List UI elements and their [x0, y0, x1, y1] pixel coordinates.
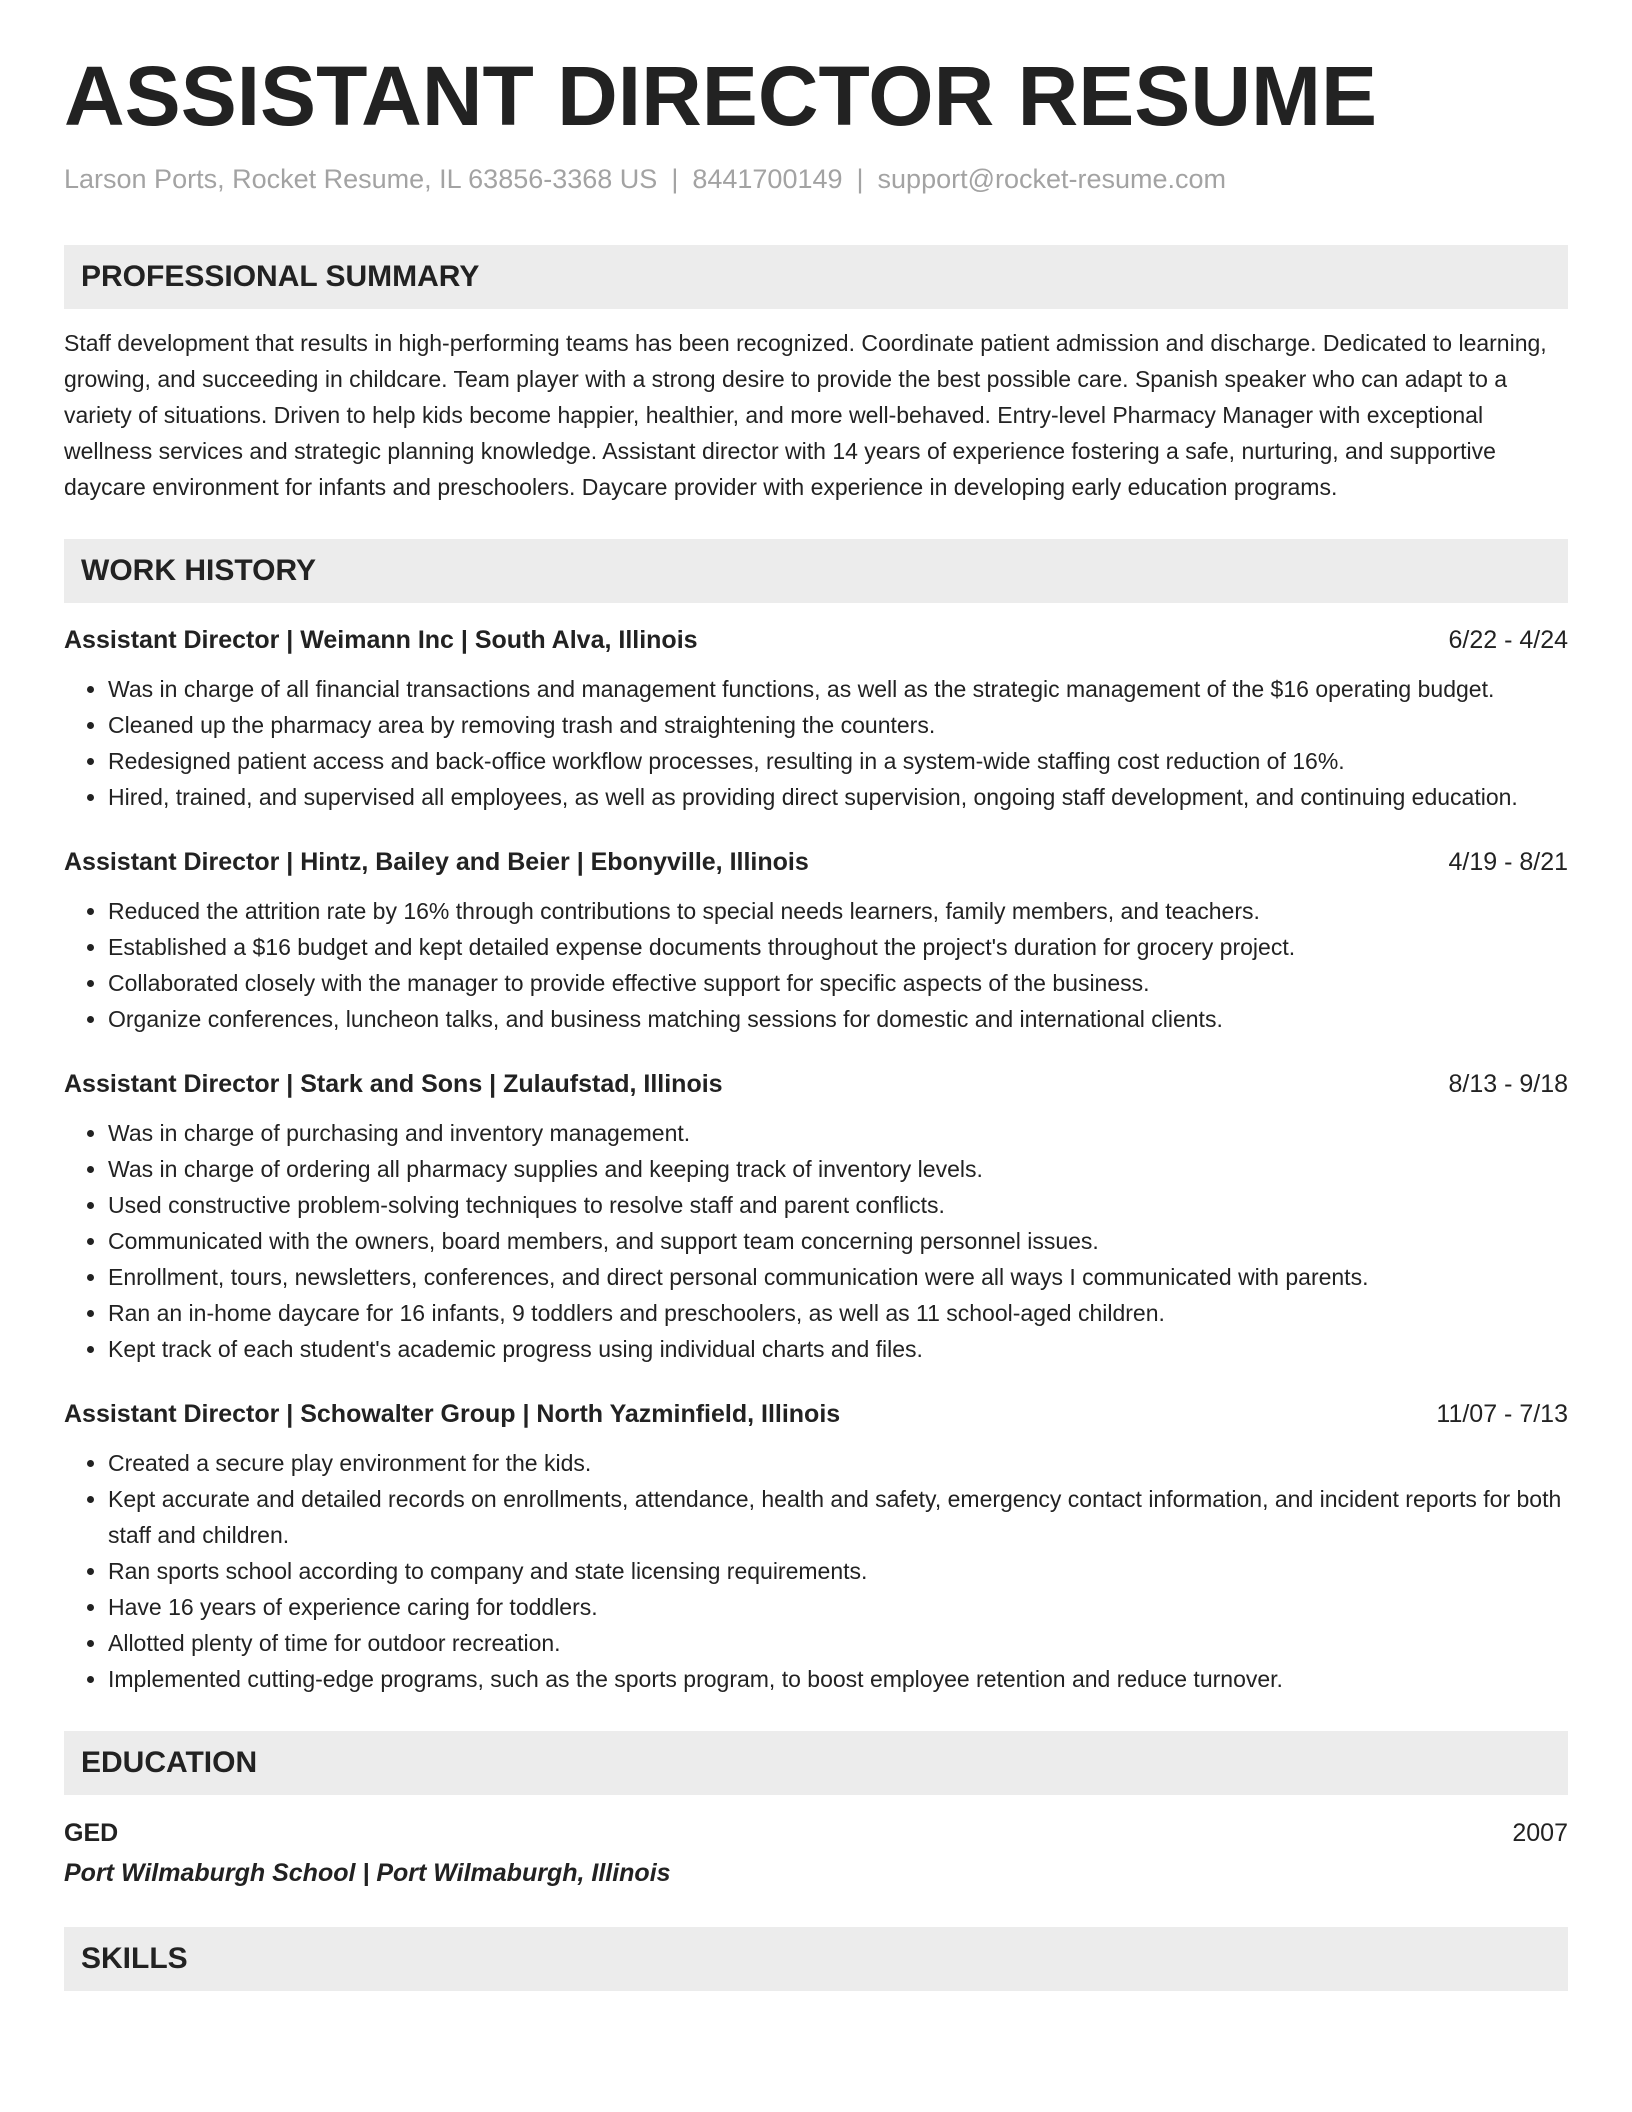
job-heading: [64, 1397, 1568, 1431]
resume-title: ASSISTANT DIRECTOR RESUME: [64, 49, 1377, 143]
job-bullets: [64, 1115, 1568, 1367]
job-heading: [64, 623, 1568, 657]
job-bullet: • Communicated with the owners, board members, and support team concerning personnel issues.: [108, 1223, 1568, 1259]
job-bullet: • Ran an in-home daycare for 16 infants, 9 toddlers and preschoolers, as well as 11 school-aged children.: [108, 1295, 1568, 1331]
education-entry: [64, 1815, 1568, 1891]
job-bullet: • Created a secure play environment for the kids.: [108, 1445, 1568, 1481]
job-entry: [64, 623, 1568, 815]
contact-separator: |: [671, 164, 679, 195]
job-bullets: [64, 671, 1568, 815]
job-dates: 6/22 - 4/24: [1448, 626, 1568, 655]
contact-separator: |: [856, 164, 864, 195]
education-degree: GED: [64, 1819, 119, 1848]
summary-text: Staff development that results in high-performing teams has been recognized. Coordinate patient admission and discharge. Dedicated to learning, growing, and succeeding in childcare. Team player with a strong desire to provide the best possible care. Spanish speaker who can adapt to a variety of situations. Driven to help kids become happier, healthier, and more well-behaved. Entry-level Pharmacy Manager with exceptional wellness services and strategic planning knowledge. Assistant director with 14 years of experience fostering a safe, nurturing, and supportive daycare environment for infants and preschoolers. Daycare provider with experience in developing early education programs.: [64, 330, 1547, 501]
job-bullet: • Used constructive problem-solving techniques to resolve staff and parent conflicts.: [108, 1187, 1568, 1223]
education-year: 2007: [1512, 1819, 1568, 1848]
section-header-skills: SKILLS: [64, 1927, 1568, 1991]
education-heading: [64, 1815, 1568, 1851]
job-title: Assistant Director | Stark and Sons | Zulaufstad, Illinois: [64, 1070, 723, 1099]
job-dates: 11/07 - 7/13: [1436, 1400, 1568, 1429]
section-header-education: EDUCATION: [64, 1731, 1568, 1795]
job-bullets: [64, 893, 1568, 1037]
job-bullet: • Enrollment, tours, newsletters, conferences, and direct personal communication were all ways I communicated with parents.: [108, 1259, 1568, 1295]
section-header-summary: PROFESSIONAL SUMMARY: [64, 245, 1568, 309]
job-bullet: • Was in charge of ordering all pharmacy supplies and keeping track of inventory levels.: [108, 1151, 1568, 1187]
job-bullet: • Was in charge of all financial transactions and management functions, as well as the strategic management of the $16 operating budget.: [108, 671, 1568, 707]
job-bullet: • Allotted plenty of time for outdoor recreation.: [108, 1625, 1568, 1661]
contact-address: Larson Ports, Rocket Resume, IL 63856-3368 US: [64, 164, 658, 195]
job-heading: [64, 1067, 1568, 1101]
job-bullet: • Implemented cutting-edge programs, such as the sports program, to boost employee retention and reduce turnover.: [108, 1661, 1568, 1697]
job-bullet: • Cleaned up the pharmacy area by removing trash and straightening the counters.: [108, 707, 1568, 743]
job-bullet: • Have 16 years of experience caring for toddlers.: [108, 1589, 1568, 1625]
job-bullet: • Organize conferences, luncheon talks, and business matching sessions for domestic and international clients.: [108, 1001, 1568, 1037]
job-bullet: • Kept accurate and detailed records on enrollments, attendance, health and safety, emergency contact information, and incident reports for both staff and children.: [108, 1481, 1568, 1553]
contact-phone: 8441700149: [692, 164, 843, 195]
job-title: Assistant Director | Schowalter Group | North Yazminfield, Illinois: [64, 1400, 841, 1429]
job-bullet: • Kept track of each student's academic progress using individual charts and files.: [108, 1331, 1568, 1367]
job-bullet: • Hired, trained, and supervised all employees, as well as providing direct supervision, ongoing staff development, and continuing education.: [108, 779, 1568, 815]
job-entry: [64, 1067, 1568, 1367]
education-school: Port Wilmaburgh School | Port Wilmaburgh, Illinois: [64, 1859, 671, 1888]
section-header-work-history: WORK HISTORY: [64, 539, 1568, 603]
job-dates: 8/13 - 9/18: [1448, 1070, 1568, 1099]
job-title: Assistant Director | Weimann Inc | South Alva, Illinois: [64, 626, 698, 655]
job-bullet: • Established a $16 budget and kept detailed expense documents throughout the project's duration for grocery project.: [108, 929, 1568, 965]
job-heading: [64, 845, 1568, 879]
job-bullets: [64, 1445, 1568, 1697]
contact-line: [64, 164, 1568, 195]
job-entry: [64, 845, 1568, 1037]
job-dates: 4/19 - 8/21: [1448, 848, 1568, 877]
job-bullet: • Collaborated closely with the manager to provide effective support for specific aspects of the business.: [108, 965, 1568, 1001]
job-entry: [64, 1397, 1568, 1697]
job-title: Assistant Director | Hintz, Bailey and Beier | Ebonyville, Illinois: [64, 848, 809, 877]
contact-email: support@rocket-resume.com: [877, 164, 1227, 195]
job-bullet: • Was in charge of purchasing and inventory management.: [108, 1115, 1568, 1151]
job-bullet: • Reduced the attrition rate by 16% through contributions to special needs learners, family members, and teachers.: [108, 893, 1568, 929]
job-bullet: • Ran sports school according to company and state licensing requirements.: [108, 1553, 1568, 1589]
job-bullet: • Redesigned patient access and back-office workflow processes, resulting in a system-wide staffing cost reduction of 16%.: [108, 743, 1568, 779]
